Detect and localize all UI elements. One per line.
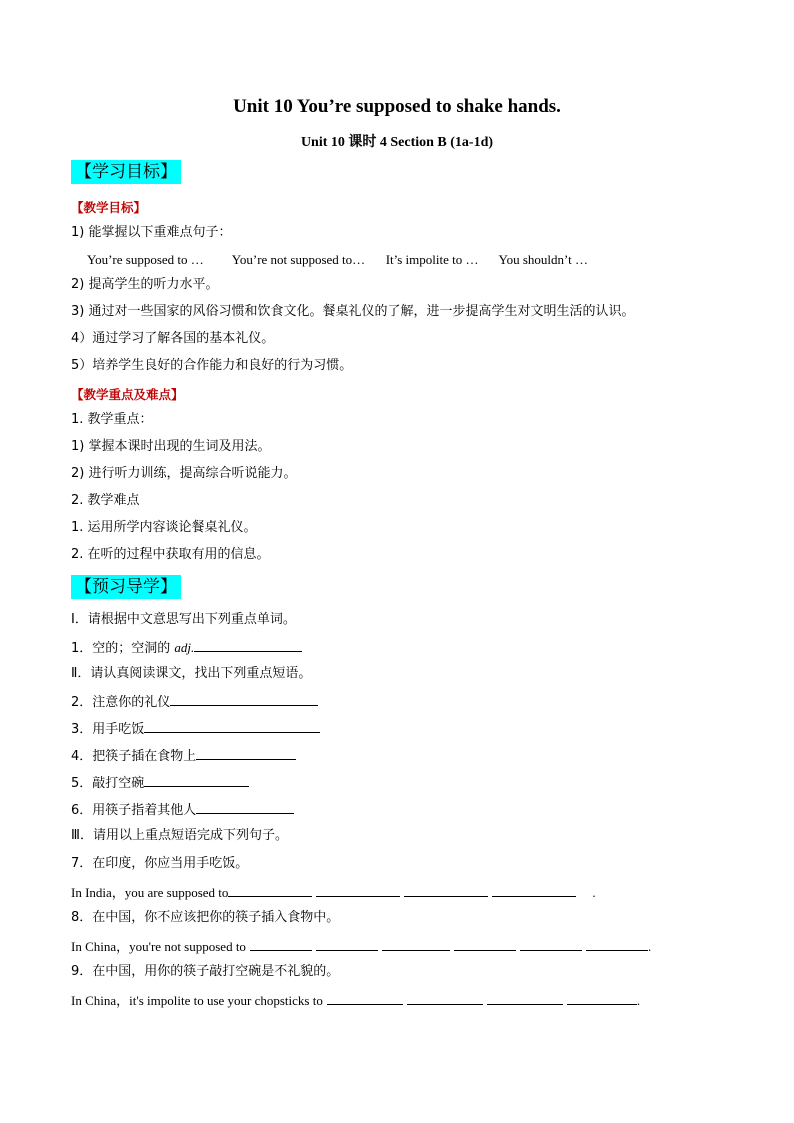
sentence-shouldnt: You shouldn’t …	[498, 252, 588, 267]
question-8: 8．在中国，你不应该把你的筷子插入食物中。	[71, 910, 340, 925]
key-point-1: 1. 教学重点：	[71, 412, 153, 427]
answer-blank-8c[interactable]	[382, 937, 450, 951]
answer-blank-8b[interactable]	[316, 937, 378, 951]
question-9: 9．在中国，用你的筷子敲打空碗是不礼貌的。	[71, 964, 340, 979]
answer-blank-8d[interactable]	[454, 937, 516, 951]
answer-blank-5[interactable]	[144, 773, 249, 787]
goal-2: 2) 提高学生的听力水平。	[71, 277, 219, 292]
sentence-not-supposed: You’re not supposed to…	[231, 252, 366, 267]
question-7: 7．在印度，你应当用手吃饭。	[71, 856, 249, 871]
question-6: 6．用筷子指着其他人	[71, 800, 294, 820]
answer-blank-1[interactable]	[194, 638, 302, 652]
pos-adj: adj.	[174, 640, 195, 655]
question-8-english: In China，you're not supposed to .	[71, 939, 652, 954]
goal-3: 3) 通过对一些国家的风俗习惯和饮食文化。餐桌礼仪的了解，进一步提高学生对文明生活的认识。	[71, 304, 635, 319]
answer-blank-8a[interactable]	[250, 937, 312, 951]
answer-blank-9a[interactable]	[327, 991, 403, 1005]
key-point-2b: 2. 在听的过程中获取有用的信息。	[71, 547, 270, 562]
key-point-1a: 1) 掌握本课时出现的生词及用法。	[71, 439, 271, 454]
page-title: Unit 10 You’re supposed to shake hands.	[233, 96, 561, 117]
question-7-english: In India，you are supposed to .	[71, 885, 596, 900]
answer-blank-7c[interactable]	[404, 883, 488, 897]
teaching-goals-heading: 【教学目标】	[71, 200, 147, 215]
goal-5: 5）培养学生良好的合作能力和良好的行为习惯。	[71, 358, 353, 373]
part-1-instruction: Ⅰ．请根据中文意思写出下列重点单词。	[71, 612, 296, 627]
answer-blank-9d[interactable]	[567, 991, 637, 1005]
page-subtitle: Unit 10 课时 4 Section B (1a-1d)	[300, 135, 494, 150]
answer-blank-3[interactable]	[144, 719, 320, 733]
answer-blank-7b[interactable]	[316, 883, 400, 897]
question-1: 1．空的；空洞的 adj.	[71, 638, 302, 658]
key-point-1b: 2) 进行听力训练，提高综合听说能力。	[71, 466, 297, 481]
question-9-english: In China，it's impolite to use your chopsticks to .	[71, 993, 641, 1008]
key-point-2: 2. 教学难点	[71, 493, 140, 508]
question-3: 3．用手吃饭	[71, 719, 320, 739]
answer-blank-9b[interactable]	[407, 991, 483, 1005]
answer-blank-4[interactable]	[196, 746, 296, 760]
goal-1: 1) 能掌握以下重难点句子：	[71, 225, 232, 240]
key-point-2a: 1. 运用所学内容谈论餐桌礼仪。	[71, 520, 257, 535]
question-2: 2．注意你的礼仪	[71, 692, 318, 712]
answer-blank-2[interactable]	[170, 692, 318, 706]
part-2-instruction: Ⅱ．请认真阅读课文，找出下列重点短语。	[71, 666, 312, 681]
sentence-impolite: It’s impolite to …	[385, 252, 479, 267]
section-heading-preview: 【预习导学】	[71, 575, 181, 599]
answer-blank-9c[interactable]	[487, 991, 563, 1005]
answer-blank-6[interactable]	[196, 800, 294, 814]
question-4: 4．把筷子插在食物上	[71, 746, 296, 766]
goal-1-sentences	[87, 251, 588, 269]
answer-blank-8e[interactable]	[520, 937, 582, 951]
answer-blank-8f[interactable]	[586, 937, 648, 951]
key-points-heading: 【教学重点及难点】	[71, 387, 184, 402]
part-3-instruction: Ⅲ．请用以上重点短语完成下列句子。	[71, 828, 288, 843]
answer-blank-7a[interactable]	[228, 883, 312, 897]
question-5: 5．敲打空碗	[71, 773, 249, 793]
answer-blank-7d[interactable]	[492, 883, 576, 897]
section-heading-learning-goals: 【学习目标】	[71, 160, 181, 184]
sentence-supposed: You’re supposed to …	[87, 252, 204, 267]
goal-4: 4）通过学习了解各国的基本礼仪。	[71, 331, 275, 346]
